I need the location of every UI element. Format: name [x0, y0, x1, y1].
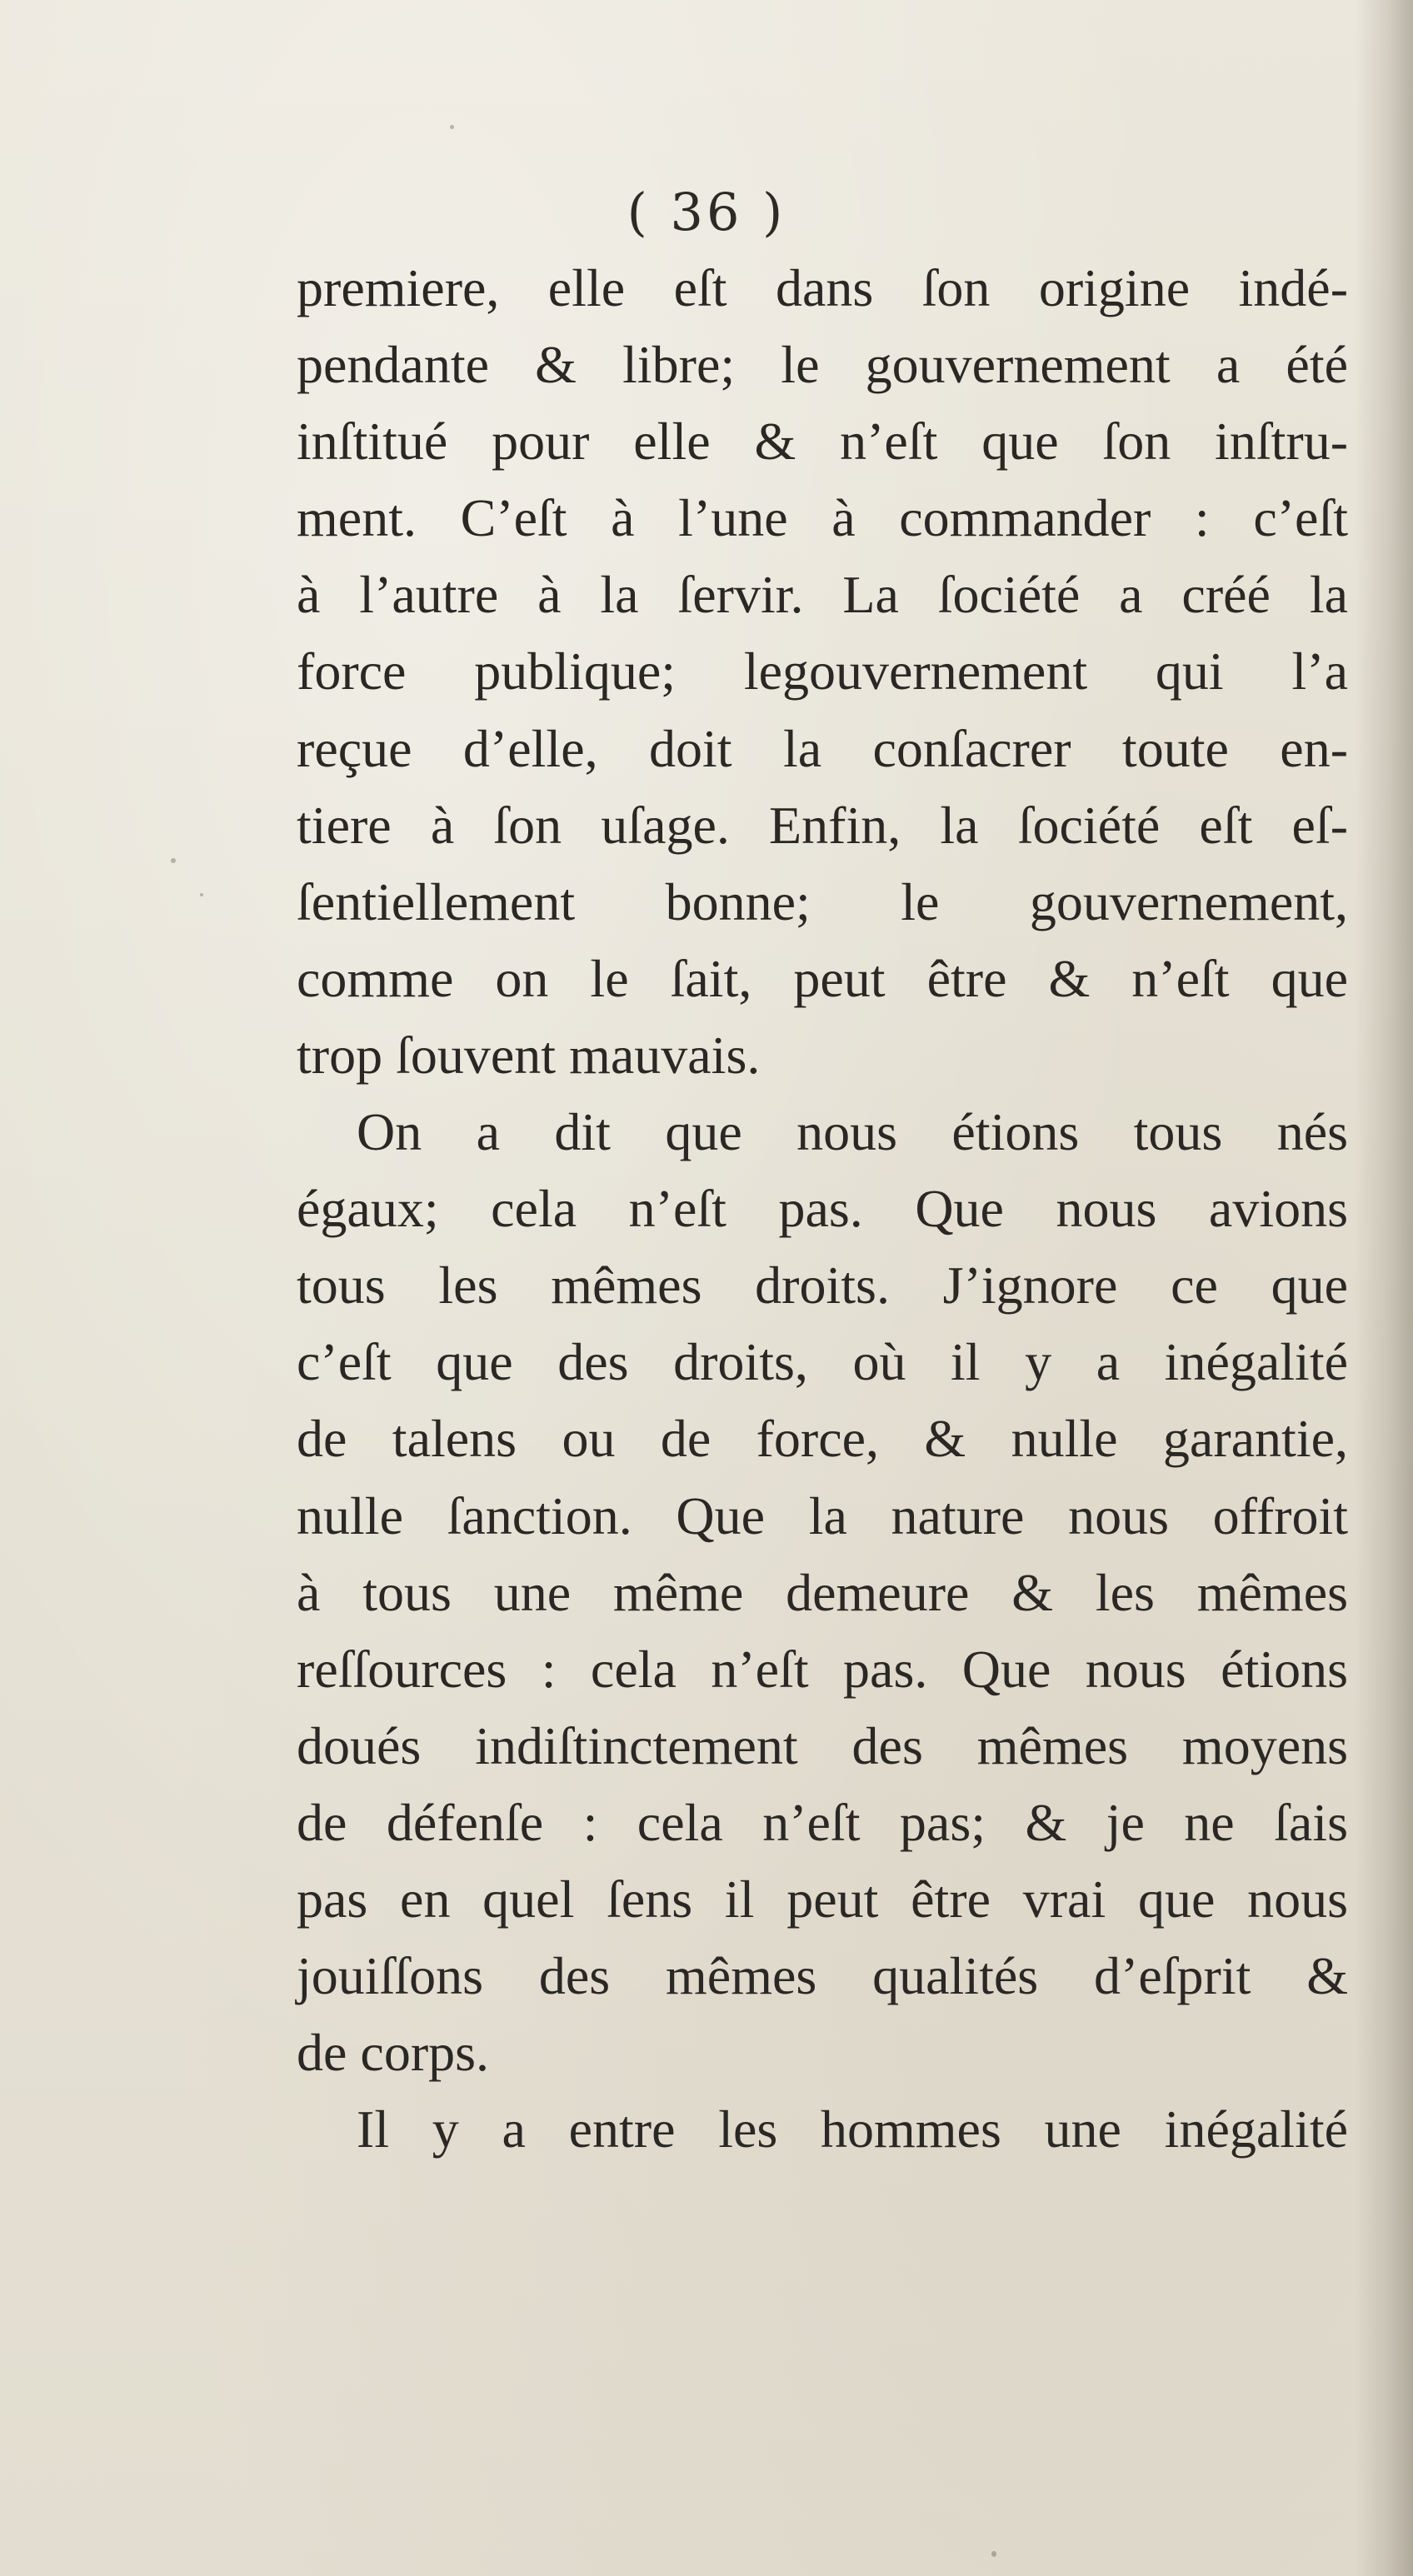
text-line: de défenſe : cela n’eſt pas; & je ne ſais: [297, 1792, 1348, 1852]
text-line: de talens ou de force, & nulle garantie,: [297, 1409, 1348, 1469]
text-line: Il y a entre les hommes une inégalité: [357, 2099, 1348, 2159]
text-line: pendante & libre; le gouvernement a été: [297, 335, 1348, 395]
paper-speck: [991, 2551, 996, 2557]
text-line: tiere à ſon uſage. Enfin, la ſociété eſt eſ-: [297, 795, 1348, 855]
text-line: jouiſſons des mêmes qualités d’eſprit &: [297, 1946, 1348, 2006]
text-line: tous les mêmes droits. J’ignore ce que: [297, 1256, 1348, 1315]
text-line: nulle ſanction. Que la nature nous offroit: [297, 1485, 1348, 1545]
text-line: à tous une même demeure & les mêmes: [297, 1562, 1348, 1622]
text-line: ſentiellement bonne; le gouvernement,: [297, 871, 1348, 931]
text-line: force publique; legouvernement qui l’a: [297, 642, 1348, 701]
text-line: reſſources : cela n’eſt pas. Que nous étions: [297, 1639, 1348, 1699]
page-number-header: ( 36 ): [627, 182, 786, 242]
paper-speck: [450, 125, 454, 129]
text-line: de corps.: [297, 2023, 490, 2083]
text-line: comme on le ſait, peut être & n’eſt que: [297, 948, 1348, 1008]
text-line: trop ſouvent mauvais.: [297, 1025, 761, 1085]
text-line: premiere, elle eſt dans ſon origine indé-: [297, 258, 1348, 317]
text-line: égaux; cela n’eſt pas. Que nous avions: [297, 1179, 1348, 1239]
text-line: doués indiſtinctement des mêmes moyens: [297, 1715, 1348, 1775]
text-line: c’eſt que des droits, où il y a inégalité: [297, 1332, 1348, 1392]
binding-shadow: [1355, 0, 1413, 2576]
text-line: On a dit que nous étions tous nés: [357, 1102, 1348, 1162]
text-line: inſtitué pour elle & n’eſt que ſon inſtru-: [297, 412, 1348, 472]
body-text: [297, 250, 1348, 2168]
text-line: ment. C’eſt à l’une à commander : c’eſt: [297, 488, 1348, 548]
text-line: reçue d’elle, doit la conſacrer toute en-: [297, 718, 1348, 778]
paper-speck: [200, 893, 203, 896]
text-line: pas en quel ſens il peut être vrai que nous: [297, 1869, 1348, 1929]
text-line: à l’autre à la ſervir. La ſociété a créé la: [297, 565, 1348, 625]
paper-speck: [171, 858, 176, 863]
